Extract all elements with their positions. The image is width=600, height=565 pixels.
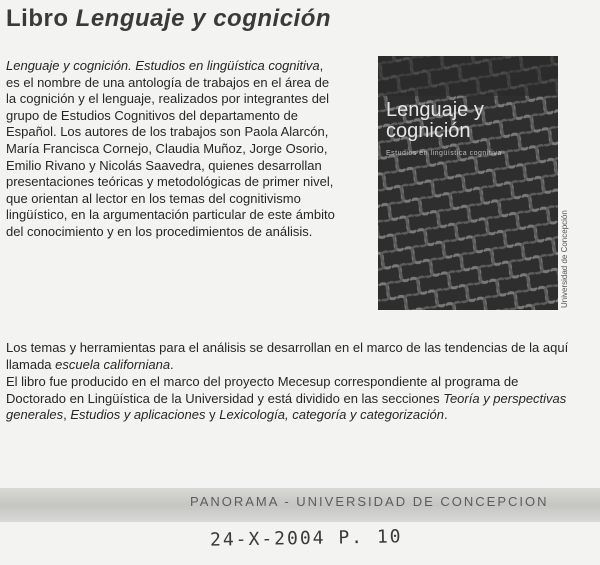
topics-end: . xyxy=(170,356,174,372)
paragraph-project xyxy=(6,374,581,424)
paragraph-intro xyxy=(6,58,338,241)
cover-subtitle: Estudios en lingüística cognitiva xyxy=(386,150,502,157)
paragraph-topics xyxy=(6,340,581,373)
section-3-name: Lexicología, categoría y categorización xyxy=(219,407,444,423)
intro-text: , es el nombre de una antología de trabajos en el área de la cognición y el lenguaje, realizados por integrantes del grupo de Estudios Cognitivos del departamento de Español. Los autores de los trabajos son Paola Alarcón, María Francisca Cornejo, Claudia Muñoz, Jorge Osorio, Emilio Rivano y Nicolás Saavedra, quienes desarrollan presentaciones teóricas y metodológicas de primer nivel, que orientan al lector en los temas del cognitivismo lingüístico, en la argumentación particular de este ámbito del conocimiento y en los procedimientos de análisis. xyxy=(6,58,335,239)
cover-spine-text: Universidad de Concepción xyxy=(560,210,569,308)
topics-text: Los temas y herramientas para el análisis se desarrollan en el marco de las tendencias de la aquí llamada xyxy=(6,340,569,372)
section-2-name: Estudios y aplicaciones xyxy=(70,407,206,423)
publication-name: PANORAMA - UNIVERSIDAD DE CONCEPCION xyxy=(190,494,549,509)
separator-2: y xyxy=(205,407,220,423)
cover-title: Lenguaje y cognición xyxy=(386,99,484,142)
intro-italic-lead: Lenguaje y cognición. Estudios en lingüística cognitiva xyxy=(6,58,320,73)
cover-pattern xyxy=(378,56,558,310)
topics-italic: escuela californiana xyxy=(55,356,171,372)
project-text: El libro fue producido en el marco del proyecto Mecesup correspondiente al programa de Doctorado en Lingüística de la Universidad y está dividido en las secciones xyxy=(6,374,519,406)
project-end: . xyxy=(443,407,448,423)
book-cover-image xyxy=(378,56,558,310)
title-prefix: Libro xyxy=(6,5,69,32)
section-1-name: Teoría y perspectivas generales xyxy=(6,390,567,423)
article-title xyxy=(6,5,331,33)
handwritten-date: 24-X-2004 P. 10 xyxy=(209,526,403,551)
title-book-name: Lenguaje y cognición xyxy=(75,5,332,32)
separator-1: , xyxy=(63,407,71,423)
